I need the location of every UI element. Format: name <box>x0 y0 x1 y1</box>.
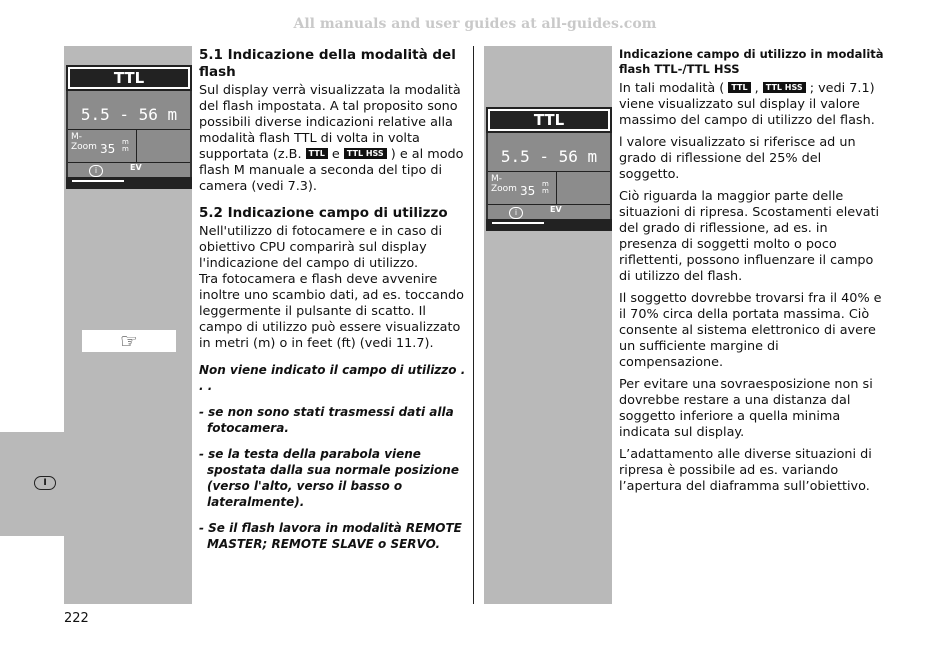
section-heading: 5.2 Indicazione campo di utilizzo <box>199 205 448 221</box>
lcd-screen <box>66 91 192 177</box>
lcd-divider <box>68 162 190 163</box>
lcd-divider <box>136 130 137 162</box>
language-badge: I <box>34 476 56 490</box>
note-title: Non viene indicato il campo di utilizzo . . . <box>199 363 466 393</box>
lcd-zoom-unit: m m <box>122 138 129 153</box>
lcd-bottom-bar <box>486 219 612 231</box>
paragraph: Per evitare una sovraesposizione non si dovrebbe restare a una distanza dal soggetto inferiore a quella minima indicata sul display. <box>619 377 873 440</box>
info-icon: i <box>89 165 103 177</box>
pointing-hand-icon: ☞ <box>82 330 176 352</box>
lcd-divider <box>68 129 190 130</box>
page-number: 222 <box>64 611 89 626</box>
lcd-screen <box>486 133 612 219</box>
paragraph: l valore visualizzato si riferisce ad un grado di riflessione del 25% del soggetto. <box>619 135 856 182</box>
watermark: All manuals and user guides at all-guides.com <box>293 16 657 32</box>
paragraph: L’adattamento alle diverse situazioni di ripresa è possibile ad es. variando l’apertura del diaframma sull’obiettivo. <box>619 447 872 494</box>
lcd-zoom-unit: m m <box>542 180 549 195</box>
paragraph: In tali modalità ( TTL , TTL HSS ; vedi 7.1) viene visualizzato sul display il valore massimo del campo di utilizzo del flash. <box>619 81 875 128</box>
lcd-display-right <box>486 107 612 231</box>
lcd-zoom-value: 35 <box>520 184 536 198</box>
lcd-mode-bar <box>66 65 192 91</box>
lcd-divider <box>488 171 610 172</box>
ttl-hss-badge: TTL HSS <box>763 82 806 93</box>
paragraph: Ciò riguarda la maggior parte delle situazioni di ripresa. Scostamenti elevati del grado di riflessione, ad es. in presenza di soggetti molto o poco riflettenti, possono influenzare il campo di utilizzo del flash. <box>619 189 880 284</box>
lcd-bottom-bar <box>66 177 192 189</box>
paragraph: Sul display verrà visualizzata la modalità del flash impostata. A tal proposito sono possibili diverse indicazioni relative alla modalità flash TTL di volta in volta supportata (z.B. TTL e TTL HSS ) e al modo flash M manuale a seconda del tipo di camera (vedi 7.3). <box>199 83 464 194</box>
ttl-badge: TTL <box>728 82 750 93</box>
left-text-column <box>199 47 467 558</box>
ttl-badge: TTL <box>306 148 328 159</box>
lcd-mode-bar <box>486 107 612 133</box>
section-heading: Indicazione campo di utilizzo in modalità flash TTL-/TTL HSS <box>619 47 884 76</box>
paragraph: Il soggetto dovrebbe trovarsi fra il 40% e il 70% circa della portata massima. Ciò consente al sistema elettronico di avere un sufficiente margine di compensazione. <box>619 291 882 370</box>
paragraph: Tra fotocamera e flash deve avvenire inoltre uno scambio dati, ad es. toccando leggermente il pulsante di scatto. Il campo di utilizzo può essere visualizzato in metri (m) o in feet (ft) (vedi 11.7). <box>199 272 464 351</box>
note-bullet: - se la testa della parabola viene spostata dalla sua normale posizione (verso l'alto, verso il basso o lateralmente). <box>199 447 459 509</box>
lcd-ev-label: EV <box>130 163 142 172</box>
lcd-divider <box>488 204 610 205</box>
right-text-column <box>619 47 885 501</box>
lcd-range: 5.5 - 56 m <box>80 105 178 124</box>
lcd-divider <box>556 172 557 204</box>
column-divider <box>473 46 474 604</box>
lcd-zoom-value: 35 <box>100 142 116 156</box>
lcd-mode: TTL <box>70 69 188 87</box>
lcd-zoom-label: M- Zoom <box>71 132 97 152</box>
lcd-range: 5.5 - 56 m <box>500 147 598 166</box>
lcd-mode: TTL <box>490 111 608 129</box>
lcd-ev-label: EV <box>550 205 562 214</box>
note-bullet: - se non sono stati trasmessi dati alla fotocamera. <box>199 405 454 435</box>
info-icon: i <box>509 207 523 219</box>
lcd-zoom-label: M- Zoom <box>491 174 517 194</box>
paragraph: Nell'utilizzo di fotocamere e in caso di obiettivo CPU comparirà sul display l'indicazione del campo di utilizzo. <box>199 224 443 271</box>
note-bullet: - Se il flash lavora in modalità REMOTE MASTER; REMOTE SLAVE o SERVO. <box>199 521 462 551</box>
lcd-display-left <box>66 65 192 189</box>
section-heading: 5.1 Indicazione della modalità del flash <box>199 47 456 80</box>
ttl-hss-badge: TTL HSS <box>344 148 387 159</box>
